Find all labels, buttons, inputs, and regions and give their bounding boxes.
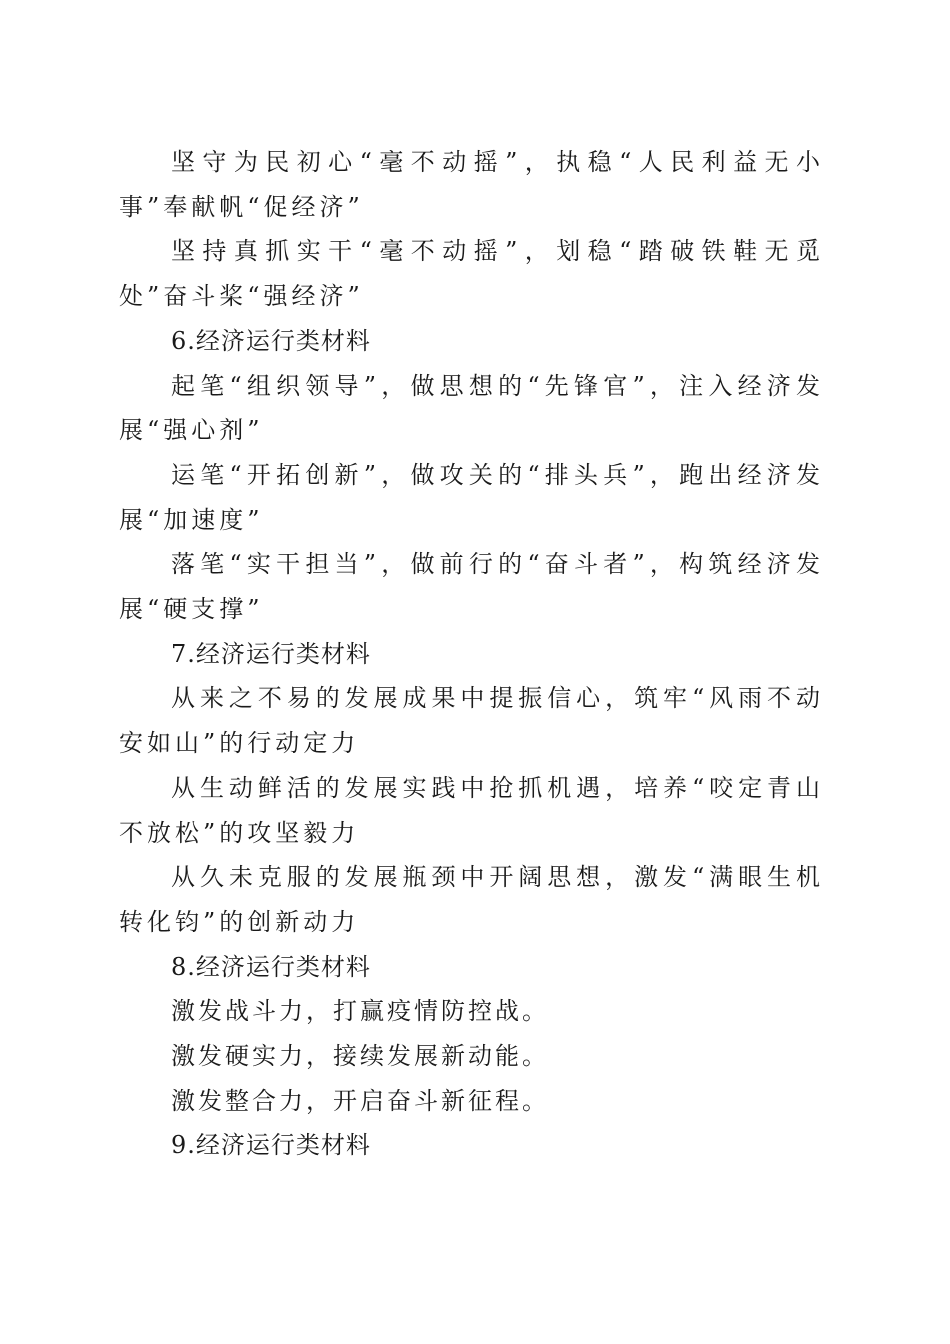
paragraph: 坚守为民初心“毫不动摇”，执稳“人民利益无小事”奉献帆“促经济” [119,148,824,221]
paragraph: 激发战斗力，打赢疫情防控战。 [171,997,549,1026]
paragraph: 起笔“组织领导”，做思想的“先锋官”，注入经济发展“强心剂” [119,371,824,445]
section-heading: 7.经济运行类材料 [171,639,371,668]
paragraph: 运笔“开拓创新”，做攻关的“排头兵”，跑出经济发展“加速度” [119,460,824,534]
paragraph: 激发整合力，开启奋斗新征程。 [171,1086,549,1115]
section-heading: 6.经济运行类材料 [171,326,371,355]
paragraph: 从久未克服的发展瓶颈中开阔思想，激发“满眼生机转化钧”的创新动力 [119,863,824,936]
paragraph: 从生动鲜活的发展实践中抢抓机遇，培养“咬定青山不放松”的攻坚毅力 [119,773,824,847]
paragraph: 激发硬实力，接续发展新动能。 [171,1042,549,1071]
paragraph: 落笔“实干担当”，做前行的“奋斗者”，构筑经济发展“硬支撑” [119,550,824,624]
document-body [119,140,824,1168]
paragraph: 坚持真抓实干“毫不动摇”，划稳“踏破铁鞋无觅处”奋斗桨“强经济” [119,237,824,311]
paragraph: 从来之不易的发展成果中提振信心，筑牢“风雨不动安如山”的行动定力 [119,684,824,758]
section-heading: 8.经济运行类材料 [171,952,371,981]
section-heading: 9.经济运行类材料 [171,1131,371,1160]
